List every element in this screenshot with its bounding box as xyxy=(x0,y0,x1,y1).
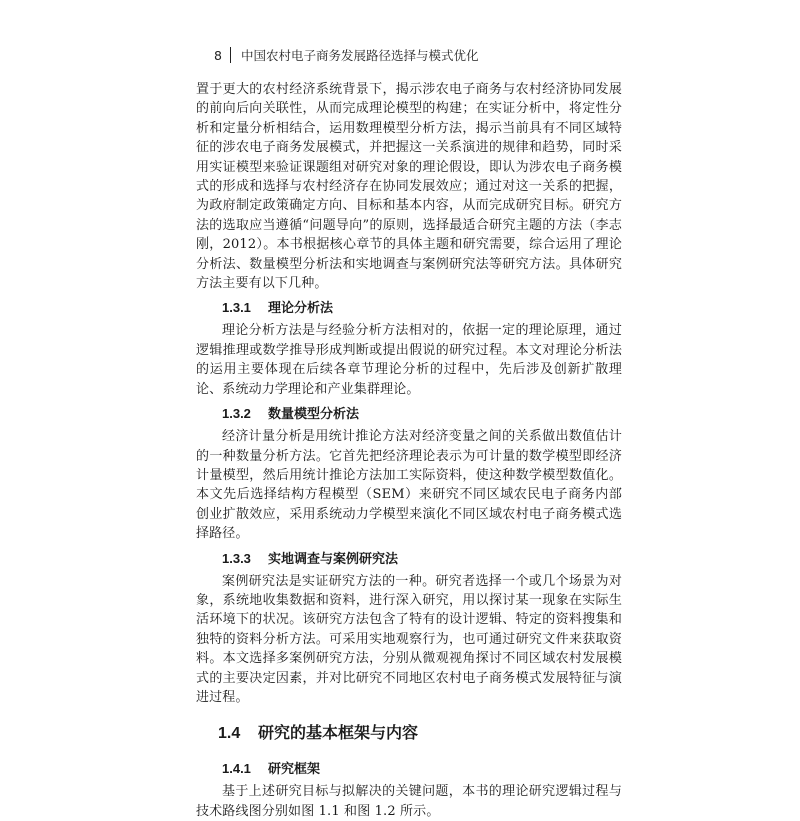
intro-paragraph: 置于更大的农村经济系统背景下，揭示涉农电子商务与农村经济协同发展的前向后向关联性，从而完成理论模型的构建；在实证分析中，将定性分析和定量分析相结合，运用数理模型分析方法，揭示当前具有不同区域特征的涉农电子商务发展模式，并把握这一关系演进的规律和趋势，同时采用实证模型来验证课题组对研究对象的理论假设，即认为涉农电子商务模式的形成和选择与农村经济存在协同发展效应；通过对这一关系的把握，为政府制定政策确定方向、目标和基本内容，从而完成研究目标。研究方法的选取应当遵循“问题导向”的原则，选择最适合研究主题的方法（李志刚，2012）。本书根据核心章节的具体主题和研究需要，综合运用了理论分析法、数量模型分析法和实地调查与案例研究法等研究方法。具体研究方法主要有以下几种。 xyxy=(196,82,622,292)
section-number: 1.3.2 xyxy=(222,406,251,422)
section-body-1-3-3: 案例研究法是实证研究方法的一种。研究者选择一个或几个场景为对象，系统地收集数据和资料，进行深入研究，用以探讨某一现象在实际生活环境下的状况。该研究方法包含了特有的设计逻辑、特定的资料搜集和独特的资料分析方法。可采用实地观察行为，也可通过研究文件来获取资料。本文选择多案例研究方法，分别从微观视角探讨不同区域农村发展模式的主要决定因素，并对比研究不同地区农村电子商务模式发展特征与演进过程。 xyxy=(196,573,622,705)
section-heading-1-3-2 xyxy=(196,403,622,425)
section-number: 1.3.3 xyxy=(222,550,251,566)
chapter-title: 研究的基本框架与内容 xyxy=(258,723,419,743)
section-title: 实地调查与案例研究法 xyxy=(268,551,399,567)
section-body-1-4-1: 基于上述研究目标与拟解决的关键问题，本书的理论研究逻辑过程与技术路线图分别如图 1.1 和图 1.2 所示。 xyxy=(196,784,622,819)
chapter-number: 1.4 xyxy=(218,725,241,743)
page-number: 8 xyxy=(214,47,222,63)
page-body xyxy=(196,80,622,821)
section-heading-1-4-1 xyxy=(196,758,622,780)
section-body-1-3-1: 理论分析方法是与经验分析方法相对的，依据一定的理论原理，通过逻辑推理或数学推导形成判断或提出假说的研究过程。本文对理论分析法的运用主要体现在后续各章节理论分析的过程中，先后涉及创新扩散理论、系统动力学理论和产业集群理论。 xyxy=(196,323,622,397)
section-title: 理论分析法 xyxy=(268,301,334,317)
section-body-1-3-2: 经济计量分析是用统计推论方法对经济变量之间的关系做出数值估计的一种数量分析方法。它首先把经济理论表示为可计量的数学模型即经济计量模型，然后用统计推论方法加工实际资料，使这种数学模型数值化。本文先后选择结构方程模型（SEM）来研究不同区域农民电子商务内部创业扩散效应，采用系统动力学模型来演化不同区域农村电子商务模式选择路径。 xyxy=(196,429,622,542)
section-heading-1-3-3 xyxy=(196,548,622,570)
section-heading-1-3-1 xyxy=(196,297,622,319)
running-header xyxy=(214,46,478,64)
header-divider xyxy=(230,47,231,63)
section-title: 研究框架 xyxy=(268,762,321,778)
section-title: 数量模型分析法 xyxy=(268,407,360,423)
section-number: 1.4.1 xyxy=(222,761,251,777)
chapter-heading-1-4 xyxy=(196,721,622,746)
section-number: 1.3.1 xyxy=(222,300,251,316)
book-title: 中国农村电子商务发展路径选择与模式优化 xyxy=(240,48,479,63)
